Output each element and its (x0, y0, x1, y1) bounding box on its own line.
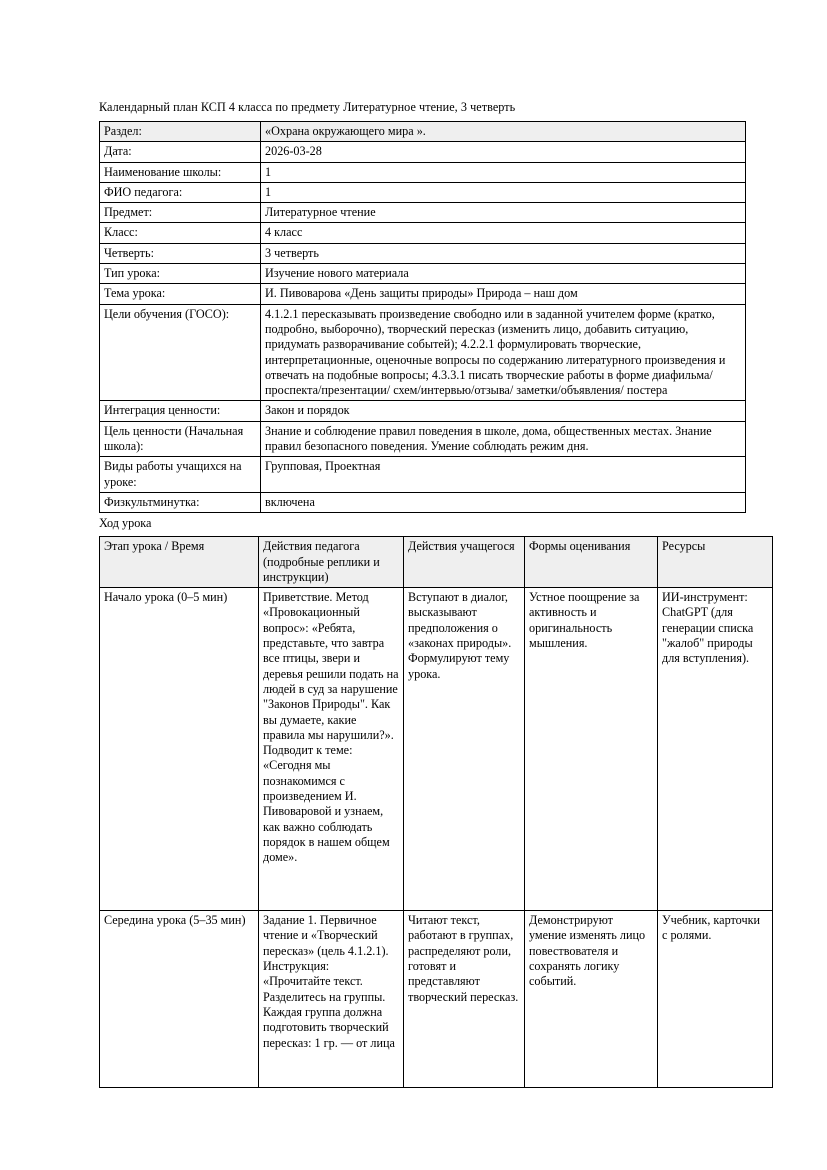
info-label: Класс: (100, 223, 261, 243)
info-label: ФИО педагога: (100, 182, 261, 202)
table-row (100, 304, 746, 401)
info-value: Литературное чтение (261, 203, 746, 223)
cell-stage: Начало урока (0–5 мин) (100, 588, 259, 911)
cell-student-actions: Читают текст, работают в группах, распределяют роли, готовят и представляют творческий пересказ. (404, 911, 525, 1088)
table-row (100, 911, 773, 1088)
cell-stage: Середина урока (5–35 мин) (100, 911, 259, 1088)
page-title: Календарный план КСП 4 класса по предмету Литературное чтение, 3 четверть (99, 100, 516, 114)
table-row (100, 162, 746, 182)
cell-teacher-actions: Задание 1. Первичное чтение и «Творческий пересказ» (цель 4.1.2.1). Инструкция: «Прочитайте текст. Разделитесь на группы. Каждая группа должна подготовить творческий пересказ: 1 гр. — от лица (259, 911, 404, 1088)
info-label: Физкультминутка: (100, 492, 261, 512)
info-label: Наименование школы: (100, 162, 261, 182)
lesson-flow-body (100, 588, 773, 1088)
lesson-flow-table (99, 536, 773, 1088)
column-header-teacher-actions: Действия педагога (подробные реплики и инструкции) (259, 537, 404, 588)
info-label: Интеграция ценности: (100, 401, 261, 421)
column-header-assessment: Формы оценивания (525, 537, 658, 588)
info-value: «Охрана окружающего мира ». (261, 122, 746, 142)
cell-assessment: Устное поощрение за активность и оригинальность мышления. (525, 588, 658, 911)
info-label: Раздел: (100, 122, 261, 142)
info-value: Изучение нового материала (261, 264, 746, 284)
column-header-student-actions: Действия учащегося (404, 537, 525, 588)
lesson-flow-header (100, 537, 773, 588)
table-row (100, 142, 746, 162)
lesson-flow-heading: Ход урока (99, 516, 152, 531)
table-row (100, 182, 746, 202)
cell-teacher-actions: Приветствие. Метод «Провокационный вопрос»: «Ребята, представьте, что завтра все птицы, звери и деревья решили подать на людей в суд за нарушение "Законов Природы". Как вы думаете, какие правила мы нарушили?». Подводит к теме: «Сегодня мы познакомимся с произведением И. Пивоваровой и узнаем, как важно соблюдать порядок в нашем общем доме». (259, 588, 404, 911)
info-label: Тема урока: (100, 284, 261, 304)
info-label: Четверть: (100, 243, 261, 263)
info-value: 4.1.2.1 пересказывать произведение свободно или в заданной учителем форме (кратко, подробно, выборочно), творческий пересказ (изменить лицо, добавить ситуацию, придумать разворачивание событей); 4.2.2.1 формулировать творческие, интерпретационные, оценочные вопросы по содержанию литературного произведения и отвечать на подобные вопросы; 4.3.3.1 писать творческие работы в форме диафильма/ проспекта/презентации/ схем/интервью/отзыва/ заметки/объявления/ постера (261, 304, 746, 401)
info-value: Групповая, Проектная (261, 457, 746, 493)
column-header-resources: Ресурсы (658, 537, 773, 588)
table-row (100, 401, 746, 421)
lesson-info-table (99, 121, 746, 513)
table-row (100, 284, 746, 304)
info-value: 4 класс (261, 223, 746, 243)
info-value: Закон и порядок (261, 401, 746, 421)
column-header-stage: Этап урока / Время (100, 537, 259, 588)
info-label: Виды работы учащихся на уроке: (100, 457, 261, 493)
table-row (100, 264, 746, 284)
info-label: Цель ценности (Начальная школа): (100, 421, 261, 457)
table-row (100, 243, 746, 263)
lesson-info-body (100, 122, 746, 513)
info-value: 3 четверть (261, 243, 746, 263)
cell-assessment: Демонстрируют умение изменять лицо повествователя и сохранять логику событий. (525, 911, 658, 1088)
info-label: Предмет: (100, 203, 261, 223)
info-label: Цели обучения (ГОСО): (100, 304, 261, 401)
cell-resources: Учебник, карточки с ролями. (658, 911, 773, 1088)
info-value: Знание и соблюдение правил поведения в школе, дома, общественных местах. Знание правил безопасного поведения. Умение соблюдать режим дня. (261, 421, 746, 457)
info-value: 1 (261, 162, 746, 182)
table-header-row (100, 537, 773, 588)
table-row (100, 492, 746, 512)
table-row (100, 122, 746, 142)
info-value: 2026-03-28 (261, 142, 746, 162)
cell-resources: ИИ-инструмент: ChatGPT (для генерации списка "жалоб" природы для вступления). (658, 588, 773, 911)
info-value: 1 (261, 182, 746, 202)
cell-student-actions: Вступают в диалог, высказывают предположения о «законах природы». Формулируют тему урока. (404, 588, 525, 911)
table-row (100, 203, 746, 223)
info-value: И. Пивоварова «День защиты природы» Природа – наш дом (261, 284, 746, 304)
info-label: Тип урока: (100, 264, 261, 284)
table-row (100, 588, 773, 911)
info-value: включена (261, 492, 746, 512)
table-row (100, 457, 746, 493)
info-label: Дата: (100, 142, 261, 162)
table-row (100, 421, 746, 457)
table-row (100, 223, 746, 243)
